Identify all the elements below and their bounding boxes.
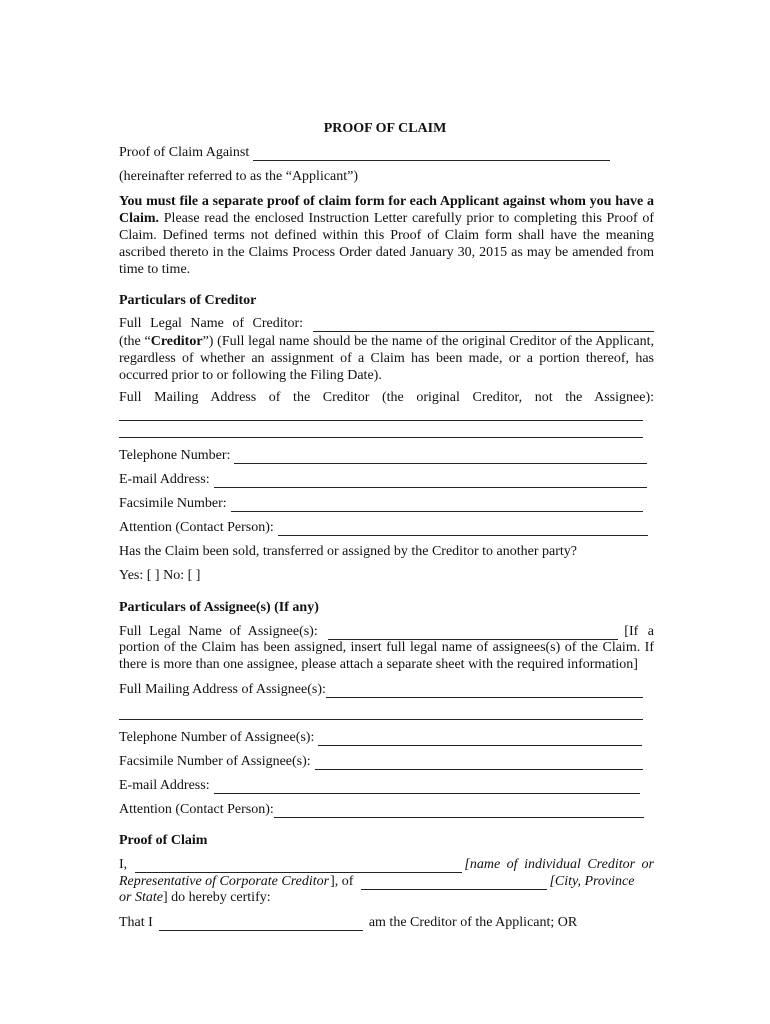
proof-certify-line (119, 889, 654, 906)
proof-i-label: I, (119, 857, 128, 872)
creditor-mailing-label: Full Mailing Address of the Creditor (the original Creditor, not the Assignee): (119, 390, 654, 405)
creditor-email-row (119, 470, 647, 488)
assignee-note: portion of the Claim has been assigned, insert full legal name of assignees(s) of the Claim. If there is more than one assignee, please attach a separate sheet with the required information] (119, 640, 654, 672)
intro-paragraph (119, 193, 654, 278)
creditor-email-field[interactable] (214, 473, 647, 488)
creditor-defined-term: Creditor (150, 334, 203, 349)
assignee-mailing-line-2[interactable] (119, 719, 643, 720)
assignee-legal-name-tail: [If a (624, 624, 654, 639)
claim-against-label: Proof of Claim Against (119, 145, 250, 160)
creditor-note-pre: (the “ (119, 334, 151, 349)
proof-rep-row (119, 872, 654, 890)
assignee-telephone-field[interactable] (318, 731, 642, 746)
assignee-legal-name-field[interactable] (328, 625, 618, 640)
creditor-email-label: E-mail Address: (119, 472, 210, 487)
creditor-legal-name-label: Full Legal Name of Creditor: (119, 316, 304, 331)
assignee-fax-field[interactable] (315, 755, 643, 770)
creditor-legal-name-field[interactable] (313, 317, 654, 332)
assignee-fax-label: Facsimile Number of Assignee(s): (119, 754, 311, 769)
assignee-email-field[interactable] (214, 779, 640, 794)
assignee-email-row (119, 776, 640, 794)
creditor-telephone-label: Telephone Number: (119, 448, 231, 463)
creditor-attention-row (119, 518, 648, 536)
claim-sold-yes-no[interactable]: Yes: [ ] No: [ ] (119, 568, 201, 583)
assignee-mailing-label: Full Mailing Address of Assignee(s): (119, 682, 326, 697)
claim-against-row (119, 143, 610, 161)
creditor-mailing-line-1[interactable] (119, 420, 643, 421)
proof-that-i-label: That I (119, 915, 153, 930)
document-title: PROOF OF CLAIM (323, 121, 447, 136)
proof-individual-name-field[interactable] (135, 858, 462, 873)
creditor-heading: Particulars of Creditor (119, 293, 257, 308)
creditor-attention-field[interactable] (278, 521, 648, 536)
creditor-note (119, 333, 654, 384)
assignee-legal-name-label: Full Legal Name of Assignee(s): (119, 624, 318, 639)
assignee-attention-field[interactable] (274, 803, 644, 818)
creditor-legal-name-row (119, 314, 654, 332)
proof-city-hint: [City, Province (549, 874, 635, 889)
creditor-telephone-field[interactable] (234, 449, 647, 464)
intro-bold-text: You must file a separate proof of claim form for each Applicant against whom you have a Claim. (119, 194, 654, 226)
proof-that-i-row (119, 913, 654, 931)
assignee-attention-row (119, 800, 644, 818)
proof-city-field[interactable] (361, 875, 547, 890)
creditor-fax-label: Facsimile Number: (119, 496, 227, 511)
assignee-telephone-row (119, 728, 642, 746)
proof-name-row (119, 855, 654, 873)
proof-that-i-after: am the Creditor of the Applicant; OR (368, 915, 578, 930)
proof-state-hint: or State (119, 890, 163, 905)
assignee-fax-row (119, 752, 643, 770)
proof-that-i-field[interactable] (159, 916, 363, 931)
hereinafter-text: (hereinafter referred to as the “Applicant”) (119, 169, 359, 184)
assignee-heading: Particulars of Assignee(s) (If any) (119, 600, 319, 615)
proof-heading: Proof of Claim (119, 833, 208, 848)
proof-rep-hint: Representative of Corporate Creditor (119, 874, 330, 889)
assignee-email-label: E-mail Address: (119, 778, 210, 793)
intro-rest-text: Please read the enclosed Instruction Letter carefully prior to completing this Proof of Claim. Defined terms not defined within this Proof of Claim form shall have the meaning ascribed thereto in the Claims Process Order dated January 30, 2015 as may be amended from time to time. (119, 211, 654, 277)
claim-sold-question: Has the Claim been sold, transferred or assigned by the Creditor to another party? (119, 544, 577, 559)
proof-rep-after: ], of (330, 874, 354, 889)
creditor-telephone-row (119, 446, 647, 464)
claim-against-field[interactable] (253, 146, 610, 161)
assignee-telephone-label: Telephone Number of Assignee(s): (119, 730, 315, 745)
creditor-fax-field[interactable] (231, 497, 643, 512)
creditor-attention-label: Attention (Contact Person): (119, 520, 274, 535)
creditor-fax-row (119, 494, 643, 512)
assignee-mailing-field[interactable] (326, 683, 643, 698)
creditor-mailing-line-2[interactable] (119, 437, 643, 438)
proof-name-hint: [name of individual Creditor or (464, 857, 654, 872)
assignee-attention-label: Attention (Contact Person): (119, 802, 274, 817)
proof-certify-text: ] do hereby certify: (162, 890, 271, 905)
assignee-legal-name-row (119, 622, 654, 640)
creditor-note-post: ”) (Full legal name should be the name of the original Creditor of the Applicant, regardless of whether an assignment of a Claim has been made, or a portion thereof, has occurred prior to or following the Filing Date). (119, 334, 654, 383)
assignee-mailing-row (119, 680, 643, 698)
